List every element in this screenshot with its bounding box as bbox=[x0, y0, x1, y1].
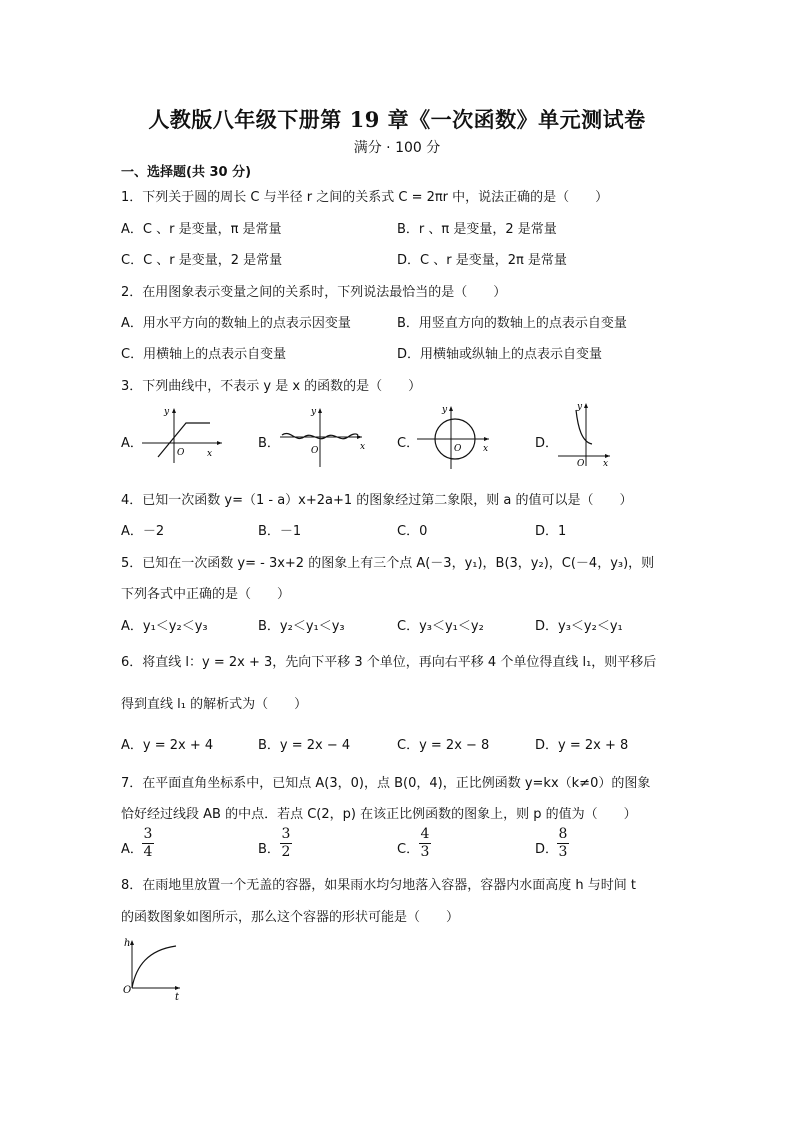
y-axis-arrow bbox=[584, 403, 588, 408]
q7-option-b-fraction bbox=[280, 826, 292, 861]
q1-option-d: D．C 、r 是变量，2π 是常量 bbox=[397, 253, 567, 268]
y-label: y bbox=[577, 402, 583, 412]
origin-label: O bbox=[123, 985, 132, 996]
x-axis-arrow bbox=[217, 441, 222, 445]
y-label: y bbox=[311, 407, 317, 417]
q2-option-a: A．用水平方向的数轴上的点表示因变量 bbox=[121, 316, 351, 331]
x-axis-arrow bbox=[357, 435, 362, 439]
numerator: 3 bbox=[281, 826, 291, 842]
x-label: x bbox=[603, 459, 609, 469]
q2-option-d: D．用横轴或纵轴上的点表示自变量 bbox=[397, 347, 603, 362]
x-label: x bbox=[360, 442, 366, 452]
h-label: h bbox=[124, 938, 131, 949]
q3-option-a-label: A． bbox=[121, 436, 143, 451]
q4-option-b: B．－1 bbox=[258, 524, 302, 539]
denominator: 4 bbox=[143, 844, 153, 860]
y-label: y bbox=[164, 407, 170, 417]
q3-graph-b bbox=[278, 405, 368, 470]
origin-label: O bbox=[311, 446, 319, 456]
x-axis-arrow bbox=[605, 454, 610, 458]
q5-option-a: A．y₁＜y₂＜y₃ bbox=[121, 619, 208, 634]
q6-option-d: D．y = 2x + 8 bbox=[535, 738, 629, 753]
q1-option-c: C．C 、r 是变量，2 是常量 bbox=[121, 253, 283, 268]
x-label: x bbox=[483, 444, 489, 454]
q5-stem-line1: 5．已知在一次函数 y= - 3x+2 的图象上有三个点 A(－3，y₁)，B(3，y₂)，C(－4，y₃)，则 bbox=[121, 556, 655, 571]
q6-option-c: C．y = 2x − 8 bbox=[397, 738, 490, 753]
q7-option-a-label: A． bbox=[121, 842, 143, 857]
denominator: 3 bbox=[558, 844, 568, 860]
q7-stem-line1: 7．在平面直角坐标系中，已知点 A(3，0)，点 B(0，4)，正比例函数 y=kx（k≠0）的图象 bbox=[121, 776, 651, 791]
q7-option-c-label: C． bbox=[397, 842, 420, 857]
q5-option-b: B．y₂＜y₁＜y₃ bbox=[258, 619, 345, 634]
q7-option-d-fraction bbox=[557, 826, 569, 861]
y-label: y bbox=[442, 405, 448, 415]
q5-stem-line2: 下列各式中正确的是（ ） bbox=[121, 587, 291, 602]
q5-option-d: D．y₃＜y₂＜y₁ bbox=[535, 619, 623, 634]
q4-stem: 4．已知一次函数 y=（1 - a）x+2a+1 的图象经过第二象限，则 a 的值可以是（ ） bbox=[121, 493, 633, 508]
q7-option-a-fraction bbox=[142, 826, 154, 861]
section-heading: 一、选择题(共 30 分) bbox=[121, 165, 252, 180]
t-label: t bbox=[175, 992, 180, 1002]
x-axis-arrow bbox=[175, 986, 180, 990]
q4-option-c: C．0 bbox=[397, 524, 428, 539]
q4-option-a: A．－2 bbox=[121, 524, 165, 539]
curve bbox=[576, 410, 592, 444]
q1-option-b: B．r 、π 是变量，2 是常量 bbox=[397, 222, 557, 237]
q4-option-d: D．1 bbox=[535, 524, 567, 539]
q8-stem-line1: 8．在雨地里放置一个无盖的容器，如果雨水均匀地落入容器，容器内水面高度 h 与时间 t bbox=[121, 878, 637, 893]
q3-graph-a bbox=[140, 405, 230, 465]
q8-graph bbox=[120, 936, 192, 1002]
curve bbox=[132, 946, 176, 988]
q7-option-c-fraction bbox=[419, 826, 431, 861]
y-axis-arrow bbox=[449, 406, 453, 411]
q7-option-b-label: B． bbox=[258, 842, 280, 857]
y-axis-arrow bbox=[130, 940, 134, 945]
q7-option-d-label: D． bbox=[535, 842, 559, 857]
x-axis-arrow bbox=[484, 437, 489, 441]
origin-label: O bbox=[454, 444, 462, 454]
y-axis-arrow bbox=[318, 408, 322, 413]
q6-stem-line1: 6．将直线 l：y = 2x + 3，先向下平移 3 个单位，再向右平移 4 个单位得直线 l₁，则平移后 bbox=[121, 655, 657, 670]
denominator: 2 bbox=[281, 844, 291, 860]
q1-stem: 1．下列关于圆的周长 C 与半径 r 之间的关系式 C = 2πr 中，说法正确的是（ ） bbox=[121, 190, 609, 205]
q5-option-c: C．y₃＜y₁＜y₂ bbox=[397, 619, 484, 634]
q3-graph-d bbox=[556, 400, 616, 470]
y-axis-arrow bbox=[172, 408, 176, 413]
q2-option-c: C．用横轴上的点表示自变量 bbox=[121, 347, 287, 362]
denominator: 3 bbox=[420, 844, 430, 860]
q8-stem-line2: 的函数图象如图所示，那么这个容器的形状可能是（ ） bbox=[121, 910, 460, 925]
q3-option-b-label: B． bbox=[258, 436, 280, 451]
page-title: 人教版八年级下册第 19 章《一次函数》单元测试卷 bbox=[148, 107, 646, 132]
q2-option-b: B．用竖直方向的数轴上的点表示自变量 bbox=[397, 316, 627, 331]
q1-option-a: A．C 、r 是变量，π 是常量 bbox=[121, 222, 282, 237]
q6-option-b: B．y = 2x − 4 bbox=[258, 738, 351, 753]
numerator: 8 bbox=[558, 826, 568, 842]
q3-option-c-label: C． bbox=[397, 436, 420, 451]
page-subtitle: 满分 · 100 分 bbox=[353, 140, 441, 156]
x-label: x bbox=[207, 449, 213, 459]
q6-stem-line2: 得到直线 l₁ 的解析式为（ ） bbox=[121, 697, 308, 712]
q2-stem: 2．在用图象表示变量之间的关系时，下列说法最恰当的是（ ） bbox=[121, 285, 507, 300]
q7-stem-line2: 恰好经过线段 AB 的中点．若点 C(2，p) 在该正比例函数的图象上，则 p 的值为（ ） bbox=[121, 807, 637, 822]
origin-label: O bbox=[577, 459, 585, 469]
q3-graph-c bbox=[415, 403, 495, 471]
q3-stem: 3．下列曲线中，不表示 y 是 x 的函数的是（ ） bbox=[121, 379, 422, 394]
numerator: 3 bbox=[143, 826, 153, 842]
q6-option-a: A．y = 2x + 4 bbox=[121, 738, 214, 753]
numerator: 4 bbox=[420, 826, 430, 842]
origin-label: O bbox=[177, 448, 185, 458]
q3-option-d-label: D． bbox=[535, 436, 559, 451]
